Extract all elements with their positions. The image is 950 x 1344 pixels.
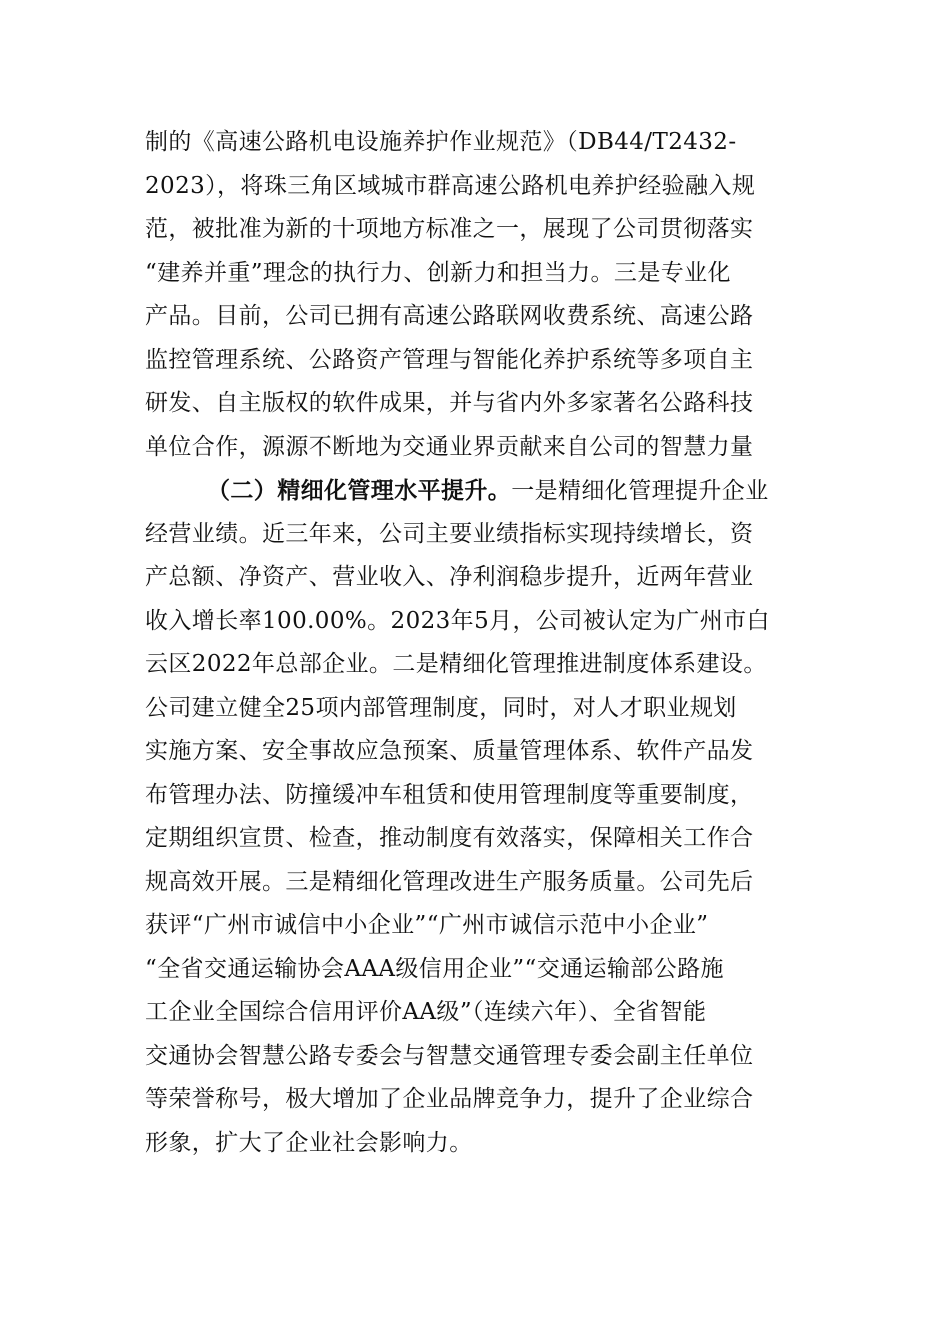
text-line: 规高效开展。三是精细化管理改进生产服务质量。公司先后 [145, 868, 754, 895]
text-line: 形象，扩大了企业社会影响力。 [145, 1129, 473, 1156]
text-line: 获评“广州市诚信中小企业”“广州市诚信示范中小企业” [145, 912, 709, 938]
paragraph-first-line [145, 469, 825, 513]
text-line: 公司建立健全25项内部管理制度，同时，对人才职业规划 [145, 694, 737, 721]
text-line: “全省交通运输协会AAA级信用企业”“交通运输部公路施 [145, 955, 724, 982]
text-line: 布管理办法、防撞缓冲车租赁和使用管理制度等重要制度， [145, 781, 754, 808]
text-line: 产品。目前，公司已拥有高速公路联网收费系统、高速公路 [145, 303, 754, 329]
text-line: 监控管理系统、公路资产管理与智能化养护系统等多项自主 [145, 346, 754, 373]
text-line: 实施方案、安全事故应急预案、质量管理体系、软件产品发 [145, 738, 754, 764]
text-line: 研发、自主版权的软件成果，并与省内外多家著名公路科技 [145, 390, 754, 416]
text-line: 定期组织宣贯、检查，推动制度有效落实，保障相关工作合 [145, 825, 754, 851]
body-text [145, 121, 825, 1165]
text-line: 2023），将珠三角区域城市群高速公路机电养护经验融入规 [145, 172, 756, 199]
text-line: 制的《高速公路机电设施养护作业规范》（DB44/T2432- [145, 129, 737, 155]
text-line: 单位合作，源源不断地为交通业界贡献来自公司的智慧力量 [145, 433, 754, 460]
text-line: 产总额、净资产、营业收入、净利润稳步提升，近两年营业 [145, 564, 754, 590]
section-heading: （二）精细化管理水平提升。 [207, 477, 512, 504]
paragraph-2 [145, 469, 825, 1165]
text-line: 收入增长率100.00%。2023年5月，公司被认定为广州市白 [145, 607, 770, 634]
first-line-text: 一是精细化管理提升企业 [511, 478, 769, 504]
text-line: 云区2022年总部企业。二是精细化管理推进制度体系建设。 [145, 651, 767, 677]
text-line: 工企业全国综合信用评价AA级”（连续六年）、全省智能 [145, 999, 707, 1025]
text-line: 交通协会智慧公路专委会与智慧交通管理专委会副主任单位 [145, 1042, 754, 1069]
text-line: 经营业绩。近三年来，公司主要业绩指标实现持续增长，资 [145, 520, 754, 547]
text-line: “建养并重”理念的执行力、创新力和担当力。三是专业化 [145, 259, 731, 286]
text-line: 等荣誉称号，极大增加了企业品牌竞争力，提升了企业综合 [145, 1086, 754, 1112]
paragraph-1 [145, 121, 825, 469]
text-line: 范，被批准为新的十项地方标准之一，展现了公司贯彻落实 [145, 216, 754, 242]
